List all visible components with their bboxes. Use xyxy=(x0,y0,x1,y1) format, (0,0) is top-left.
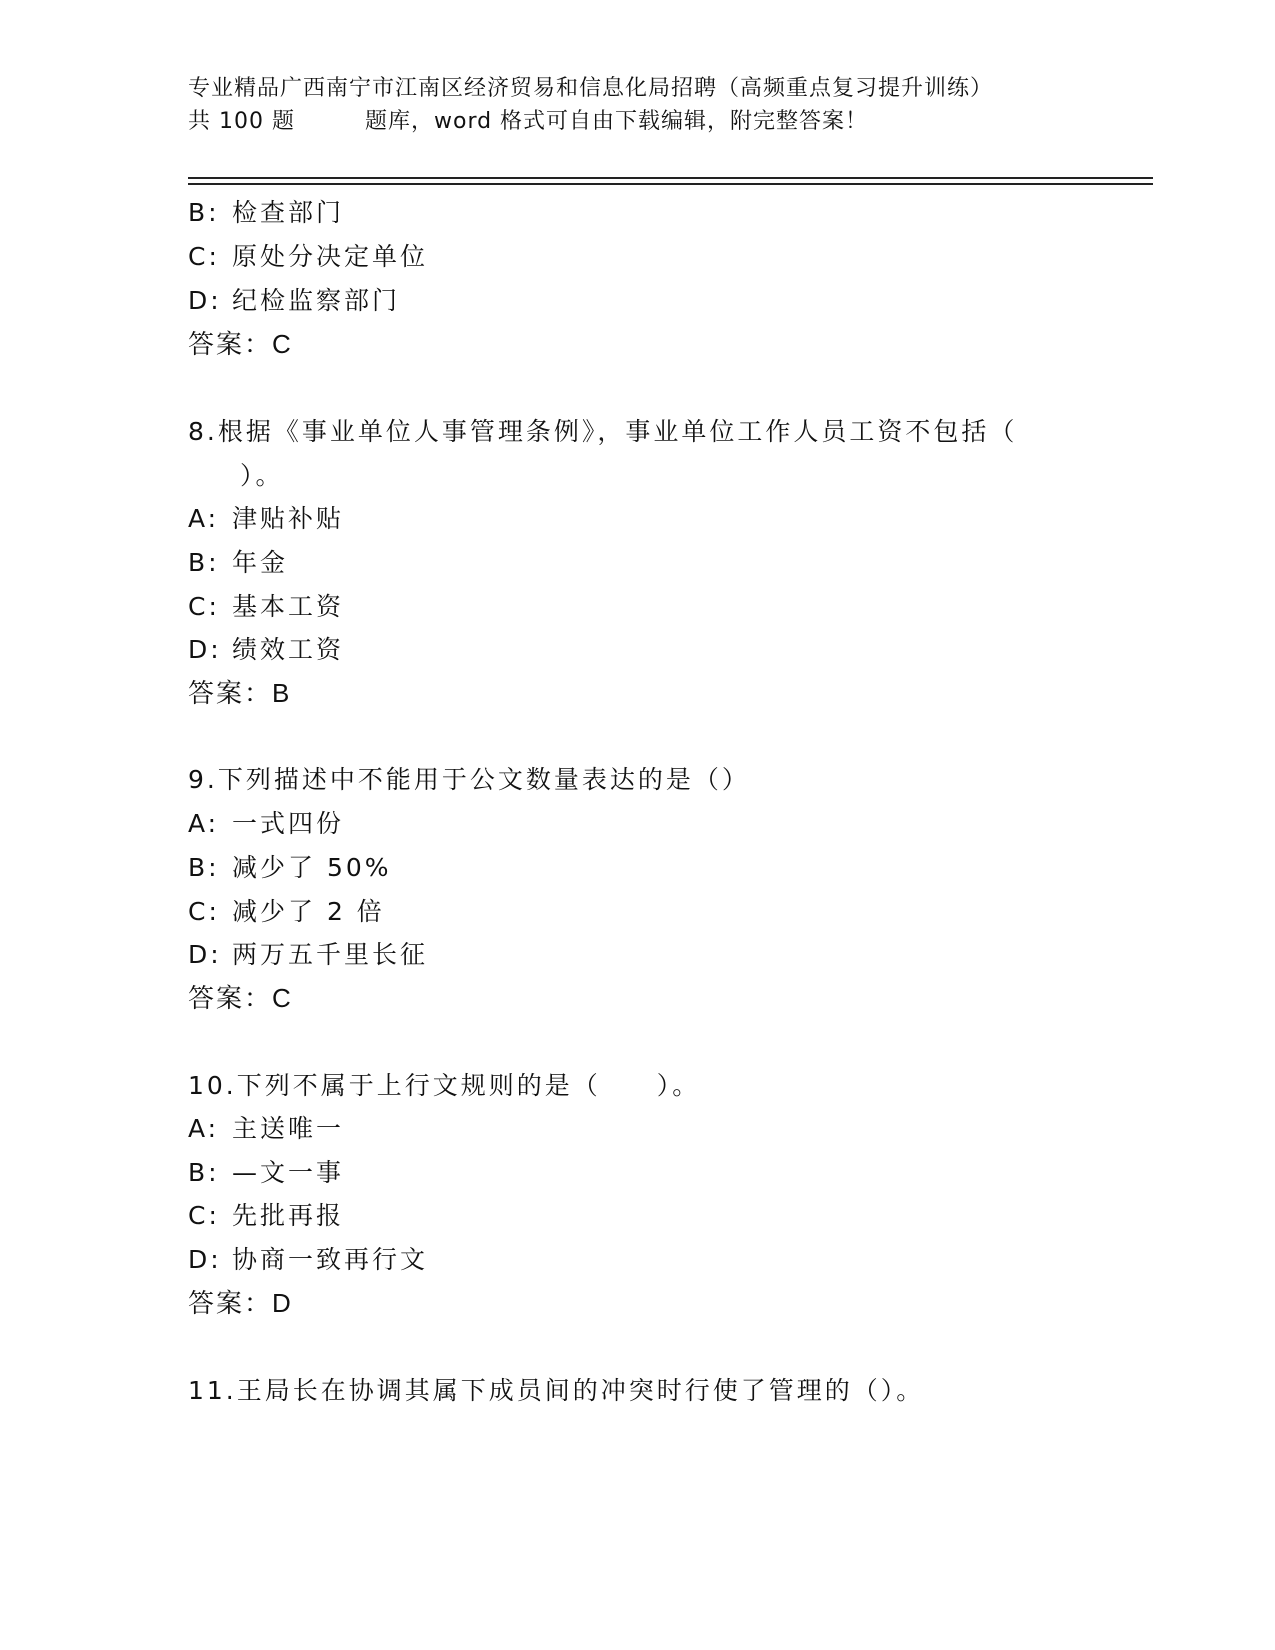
q8-option-b: B: 年金 xyxy=(188,548,289,577)
q9-option-d: D: 两万五千里长征 xyxy=(188,940,429,969)
q9-stem: 9.下列描述中不能用于公文数量表达的是（） xyxy=(188,765,750,794)
q9-option-b: B: 减少了 50% xyxy=(188,853,392,882)
header-divider-top xyxy=(188,177,1153,179)
q10-answer: 答案：D xyxy=(188,1288,291,1318)
header-count: 共 100 题 xyxy=(188,109,295,134)
q8-option-a: A: 津贴补贴 xyxy=(188,504,345,533)
q8-stem-line1: 8.根据《事业单位人事管理条例》，事业单位工作人员工资不包括（ xyxy=(188,417,1018,446)
q9-answer: 答案：C xyxy=(188,983,291,1013)
q11-stem: 11.王局长在协调其属下成员间的冲突时行使了管理的（）。 xyxy=(188,1376,925,1405)
q10-option-b: B: —文一事 xyxy=(188,1158,345,1187)
header-note: 题库，word 格式可自由下载编辑，附完整答案！ xyxy=(364,109,869,134)
q8-stem-line2: ）。 xyxy=(240,461,284,490)
q10-option-c: C: 先批再报 xyxy=(188,1201,345,1230)
q9-option-a: A: 一式四份 xyxy=(188,809,345,838)
header-subtitle xyxy=(188,105,1148,138)
q7-option-b: B: 检查部门 xyxy=(188,198,345,227)
q9-option-c: C: 减少了 2 倍 xyxy=(188,897,385,926)
header-divider-bottom xyxy=(188,183,1153,185)
q10-stem: 10.下列不属于上行文规则的是（ ）。 xyxy=(188,1071,701,1100)
q10-option-a: A: 主送唯一 xyxy=(188,1114,345,1143)
q8-option-c: C: 基本工资 xyxy=(188,592,345,621)
q7-option-c: C: 原处分决定单位 xyxy=(188,242,429,271)
q7-option-d: D: 纪检监察部门 xyxy=(188,286,401,315)
q7-answer: 答案：C xyxy=(188,329,291,359)
document-header xyxy=(188,72,1148,138)
q8-answer: 答案：B xyxy=(188,678,290,708)
header-title: 专业精品广西南宁市江南区经济贸易和信息化局招聘（高频重点复习提升训练） xyxy=(188,76,994,101)
q10-option-d: D: 协商一致再行文 xyxy=(188,1245,429,1274)
q8-option-d: D: 绩效工资 xyxy=(188,635,345,664)
